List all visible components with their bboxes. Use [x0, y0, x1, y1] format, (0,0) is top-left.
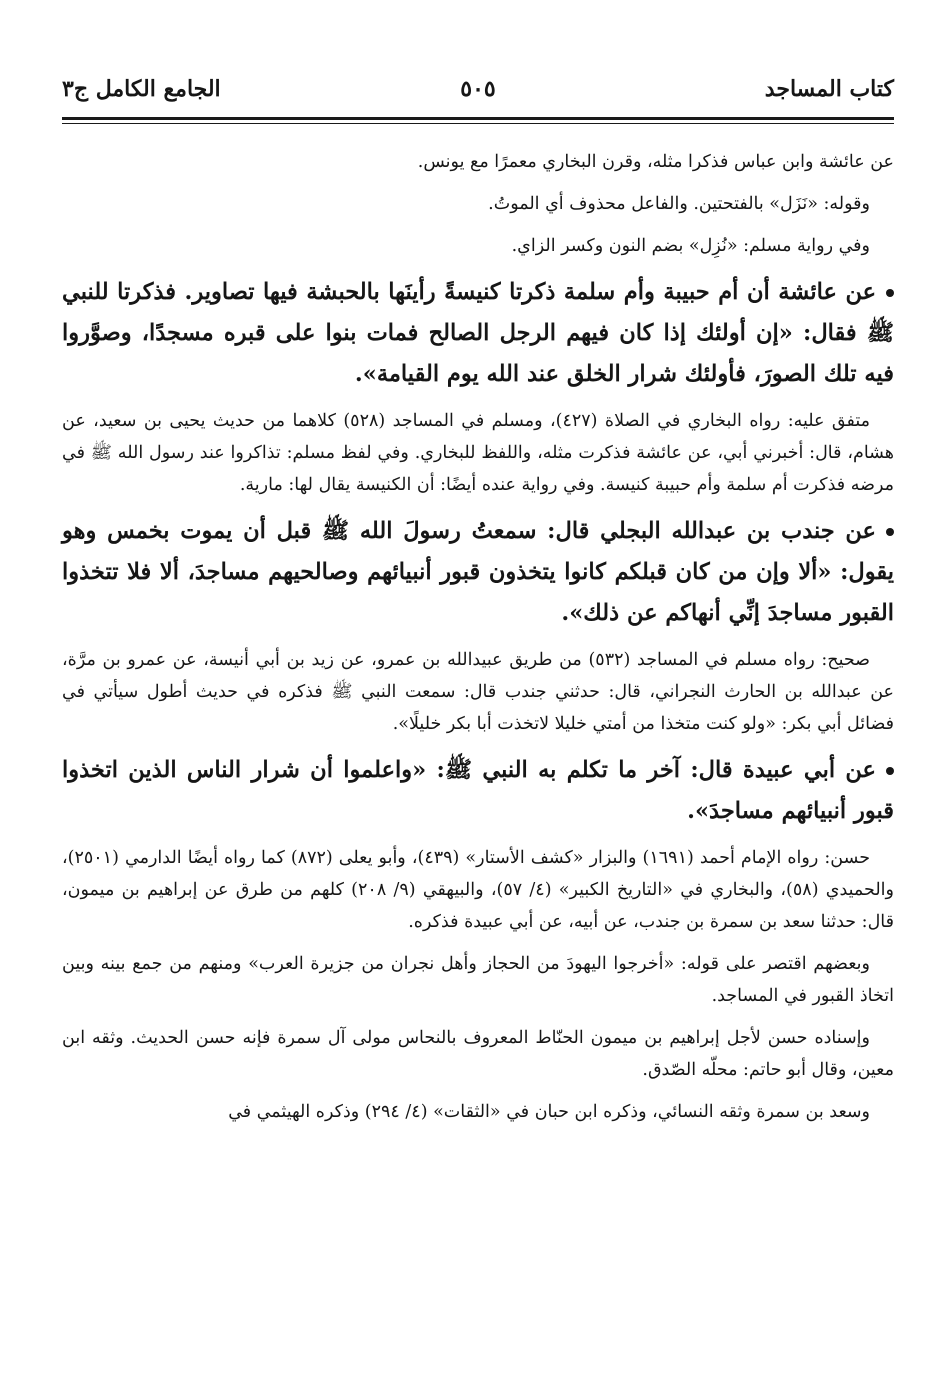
hadith-paragraph [62, 750, 894, 832]
page-number: ٥٠٥ [460, 76, 496, 102]
paragraph-text: حسن: رواه الإمام أحمد (١٦٩١) والبزار «كشف الأستار» (٤٣٩)، وأبو يعلى (٨٧٢) كما رواه أيضًا الدارمي (٢٥٠١)، والحميدي (٥٨)، والبخاري في «التاريخ الكبير» (٤/ ٥٧)، والبيهقي (٩/ ٢٠٨) كلهم من طرق عن إبراهيم بن ميمون، قال: حدثنا سعد بن سمرة بن جندب، عن أبيه، عن أبي عبيدة فذكره. [62, 848, 894, 932]
hadith-text: عن عائشة أن أم حبيبة وأم سلمة ذكرتا كنيسةً رأينَها بالحبشة فيها تصاوير. فذكرتا للنبي ﷺ فقال: «إن أولئك إذا كان فيهم الرجل الصالح فمات بنوا على قبره مسجدًا، وصوَّروا فيه تلك الصورَ، فأولئك شرار الخلق عند الله يوم القيامة». [62, 279, 894, 387]
note-paragraph [62, 1022, 894, 1086]
note-paragraph [62, 188, 894, 220]
paragraph-text: صحيح: رواه مسلم في المساجد (٥٣٢) من طريق عبيدالله بن عمرو، عن زيد بن أبي أنيسة، عن عمرو بن مرَّة، عن عبدالله بن الحارث النجراني، قال: حدثني جندب قال: سمعت النبي ﷺ فذكره في حديث أطول سيأتي في فضائل أبي بكر: «ولو كنت متخذا من أمتي خليلا لاتخذت أبا بكر خليلًا». [62, 650, 894, 734]
chapter-title: كتاب المساجد [764, 76, 894, 102]
paragraph-text: عن عائشة وابن عباس فذكرا مثله، وقرن البخاري معمرًا مع يونس. [417, 152, 894, 172]
paragraph-text: وفي رواية مسلم: «نُزِل» بضم النون وكسر الزاي. [511, 236, 870, 256]
header-rule-thin [62, 123, 894, 124]
paragraph-text: وبعضهم اقتصر على قوله: «أخرجوا اليهودَ من الحجاز وأهل نجران من جزيرة العرب» ومنهم من جمع بينه وبين اتخاذ القبور في المساجد. [62, 954, 894, 1006]
note-paragraph [62, 644, 894, 740]
note-paragraph [62, 1096, 894, 1128]
page-header [62, 76, 894, 116]
note-paragraph [62, 230, 894, 262]
header-rule-thick [62, 117, 894, 120]
hadith-paragraph [62, 272, 894, 395]
note-paragraph [62, 842, 894, 938]
note-paragraph [62, 948, 894, 1012]
note-paragraph [62, 146, 894, 178]
hadith-text: عن جندب بن عبدالله البجلي قال: سمعتُ رسولَ الله ﷺ قبل أن يموت بخمس وهو يقول: «ألا وإن من كان قبلكم كانوا يتخذون قبور أنبيائهم وصالحيهم مساجدَ، ألا فلا تتخذوا القبور مساجدَ إنِّي أنهاكم عن ذلك». [62, 518, 894, 626]
paragraph-text: وقوله: «نَزَل» بالفتحتين. والفاعل محذوف أي الموتُ. [488, 194, 870, 214]
bullet-icon [886, 767, 894, 775]
hadith-paragraph [62, 511, 894, 634]
hadith-text: عن أبي عبيدة قال: آخر ما تكلم به النبي ﷺ: «واعلموا أن شرار الناس الذين اتخذوا قبور أنبيائهم مساجدَ». [62, 757, 894, 824]
book-title: الجامع الكامل ج٣ [62, 76, 221, 102]
paragraph-text: وسعد بن سمرة وثقه النسائي، وذكره ابن حبان في «الثقات» (٤/ ٢٩٤) وذكره الهيثمي في [228, 1102, 870, 1122]
paragraph-text: وإسناده حسن لأجل إبراهيم بن ميمون الحنّاط المعروف بالنحاس مولى آل سمرة فإنه حسن الحديث. وثقه ابن معين، وقال أبو حاتم: محلّه الصّدق. [62, 1028, 894, 1080]
page-body [62, 146, 894, 1138]
note-paragraph [62, 405, 894, 501]
paragraph-text: متفق عليه: رواه البخاري في الصلاة (٤٢٧)، ومسلم في المساجد (٥٢٨) كلاهما من حديث يحيى بن سعيد، عن هشام، قال: أخبرني أبي، عن عائشة فذكرت مثله، واللفظ للبخاري. وفي لفظ مسلم: تذاكروا عند رسول الله ﷺ في مرضه فذكرت أم سلمة وأم حبيبة كنيسة. وفي رواية عنده أيضًا: أن الكنيسة يقال لها: مارية. [62, 411, 894, 495]
bullet-icon [886, 289, 894, 297]
bullet-icon [886, 528, 894, 536]
